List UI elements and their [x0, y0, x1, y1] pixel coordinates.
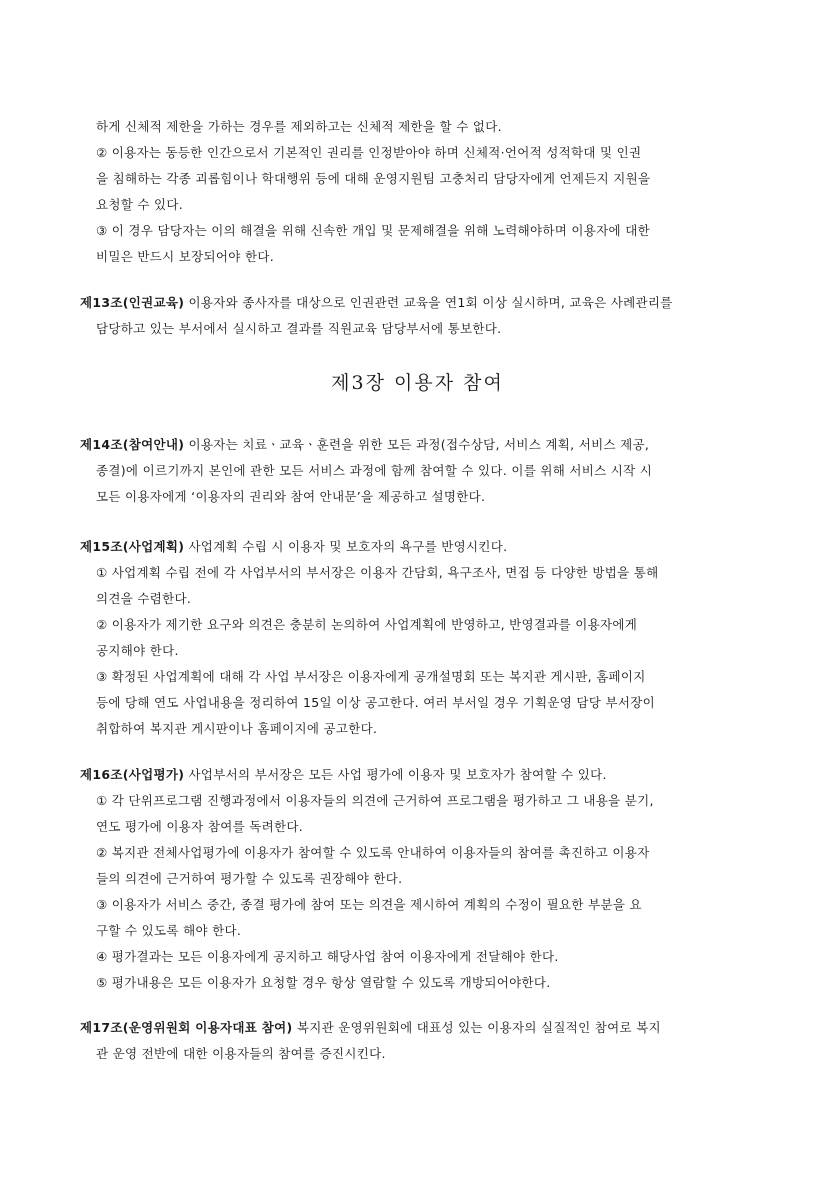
paragraph-line: 요청할 수 있다. — [96, 197, 184, 212]
paragraph-line: ① 사업계획 수립 전에 각 사업부서의 부서장은 이용자 간담회, 욕구조사, 면접 등 다양한 방법을 통해 — [96, 565, 659, 580]
article-text: 이용자는 치료ㆍ교육ㆍ훈련을 위한 모든 과정(접수상담, 서비스 계획, 서비스 제공, — [184, 437, 650, 452]
paragraph-line: ④ 평가결과는 모든 이용자에게 공지하고 해당사업 참여 이용자에게 전달해야 한다. — [96, 949, 559, 964]
article-first-line — [80, 290, 760, 316]
paragraph-line: ③ 이용자가 서비스 중간, 종결 평가에 참여 또는 의견을 제시하여 계획의 수정이 필요한 부분을 요 — [96, 897, 642, 912]
article-first-line — [80, 432, 760, 458]
paragraph-line: 취합하여 복지관 게시판이나 홈페이지에 공고한다. — [96, 721, 378, 736]
paragraph-line: 하게 신체적 제한을 가하는 경우를 제외하고는 신체적 제한을 할 수 없다. — [96, 119, 502, 134]
article-first-line — [80, 762, 760, 788]
chapter-title: 제3장 이용자 참여 — [331, 372, 504, 394]
paragraph-line: 구할 수 있도록 해야 한다. — [96, 923, 242, 938]
paragraph-line: 들의 의견에 근거하여 평가할 수 있도록 권장해야 한다. — [96, 871, 403, 886]
article-text: 복지관 운영위원회에 대표성 있는 이용자의 실질적인 참여로 복지 — [292, 1020, 661, 1035]
article-first-line — [80, 1015, 760, 1041]
article-text: 이용자와 종사자를 대상으로 인권관련 교육을 연1회 이상 실시하며, 교육은 사례관리를 — [184, 295, 673, 310]
paragraph-line: ③ 확정된 사업계획에 대해 각 사업 부서장은 이용자에게 공개설명회 또는 복지관 게시판, 홈페이지 — [96, 669, 646, 684]
paragraph-line: ① 각 단위프로그램 진행과정에서 이용자들의 의견에 근거하여 프로그램을 평가하고 그 내용을 분기, — [96, 793, 654, 808]
article-title: 제17조(운영위원회 이용자대표 참여) — [80, 1020, 293, 1035]
article-title: 제13조(인권교육) — [80, 295, 185, 310]
paragraph-line: 담당하고 있는 부서에서 실시하고 결과를 직원교육 담당부서에 통보한다. — [96, 321, 502, 336]
paragraph-line: 관 운영 전반에 대한 이용자들의 참여를 증진시킨다. — [96, 1046, 386, 1061]
article-title: 제14조(참여안내) — [80, 437, 185, 452]
article-17 — [80, 1015, 760, 1067]
paragraph-line: ② 이용자는 동등한 인간으로서 기본적인 권리를 인정받아야 하며 신체적·언어적 성적학대 및 인권 — [96, 145, 642, 160]
article-13 — [80, 290, 760, 342]
paragraph-line: 공지해야 한다. — [96, 643, 179, 658]
paragraph-line: ② 이용자가 제기한 요구와 의견은 충분히 논의하여 사업계획에 반영하고, 반영결과를 이용자에게 — [96, 617, 638, 632]
paragraph-line: 연도 평가에 이용자 참여를 독려한다. — [96, 819, 303, 834]
paragraph-line: 을 침해하는 각종 괴롭힘이나 학대행위 등에 대해 운영지원팀 고충처리 담당자에게 언제든지 지원을 — [96, 171, 651, 186]
article-first-line — [80, 534, 760, 560]
pre-section — [80, 114, 760, 270]
article-title: 제16조(사업평가) — [80, 767, 185, 782]
article-text: 사업부서의 부서장은 모든 사업 평가에 이용자 및 보호자가 참여할 수 있다. — [184, 767, 607, 782]
article-16 — [80, 762, 760, 996]
paragraph-line: 종결)에 이르기까지 본인에 관한 모든 서비스 과정에 함께 참여할 수 있다. 이를 위해 서비스 시작 시 — [96, 463, 653, 478]
paragraph-line: 모든 이용자에게 ‘이용자의 권리와 참여 안내문’을 제공하고 설명한다. — [96, 489, 486, 504]
paragraph-line: 등에 당해 연도 사업내용을 정리하여 15일 이상 공고한다. 여러 부서일 경우 기획운영 담당 부서장이 — [96, 695, 655, 710]
paragraph-line: ⑤ 평가내용은 모든 이용자가 요청할 경우 항상 열람할 수 있도록 개방되어야한다. — [96, 975, 551, 990]
paragraph-line: ② 복지관 전체사업평가에 이용자가 참여할 수 있도록 안내하여 이용자들의 참여를 촉진하고 이용자 — [96, 845, 650, 860]
paragraph-line: ③ 이 경우 담당자는 이의 해결을 위해 신속한 개입 및 문제해결을 위해 노력해야하며 이용자에 대한 — [96, 223, 650, 238]
paragraph-line: 의견을 수렴한다. — [96, 591, 192, 606]
article-15 — [80, 534, 760, 742]
paragraph-line: 비밀은 반드시 보장되어야 한다. — [96, 249, 274, 264]
article-text: 사업계획 수립 시 이용자 및 보호자의 욕구를 반영시킨다. — [184, 539, 508, 554]
article-title: 제15조(사업계획) — [80, 539, 185, 554]
article-14 — [80, 432, 760, 510]
